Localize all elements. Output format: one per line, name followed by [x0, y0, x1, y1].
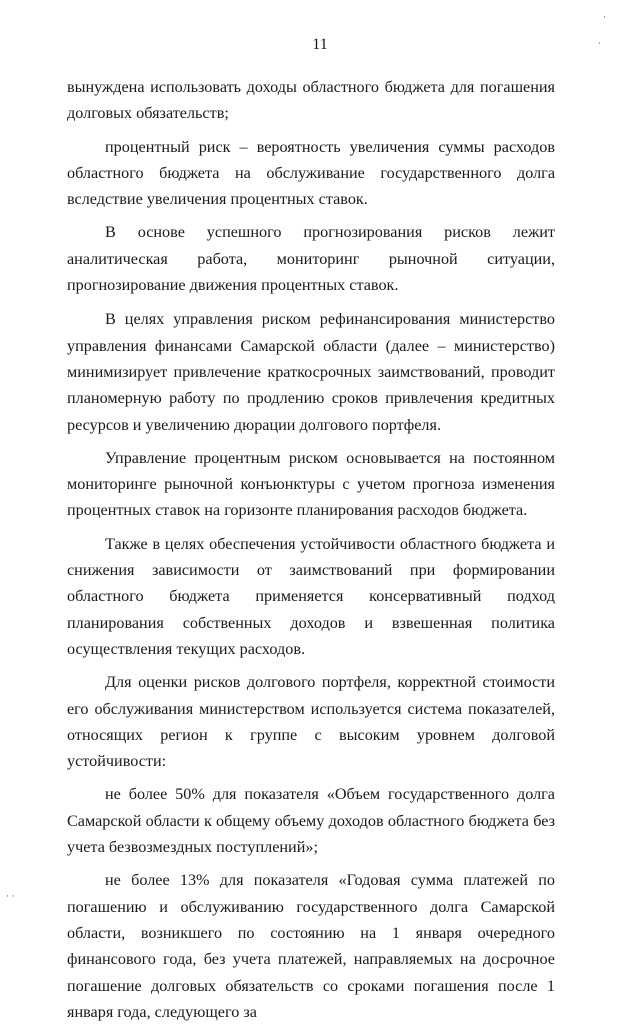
paragraph-7: Для оценки рисков долгового портфеля, корректной стоимости его обслуживания министерством используется система показателей, относящих регион к группе с высоким уровнем долговой устойчивости:: [67, 673, 555, 771]
paragraph-8: не более 50% для показателя «Объем государственного долга Самарской области к общему объему доходов областного бюджета без учета безвозмездных поступлений»;: [67, 785, 555, 857]
page-number: 11: [312, 36, 328, 53]
paragraph-1: вынуждена использовать доходы областного бюджета для погашения долговых обязательств;: [67, 78, 555, 123]
scan-speck-right: ·: [598, 39, 601, 49]
paragraph-4: В целях управления риском рефинансирования министерство управления финансами Самарской области (далее – министерство) минимизирует привлечение краткосрочных заимствований, проводит планомерную работу по продлению сроков привлечения кредитных ресурсов и увеличению дюрации долгового портфеля.: [67, 310, 555, 434]
scan-speck-top-right: ·: [603, 13, 606, 23]
scan-speck-bottom-left: · ·: [6, 892, 15, 902]
paragraph-9: не более 13% для показателя «Годовая сумма платежей по погашению и обслуживанию государственного долга Самарской области, возникшего по состоянию на 1 января очередного финансового года, без учета платежей, направляемых на досрочное погашение долговых обязательств со сроками погашения после 1 января года, следующего за: [67, 871, 555, 1021]
paragraph-2: процентный риск – вероятность увеличения суммы расходов областного бюджета на обслуживание государственного долга вследствие увеличения процентных ставок.: [67, 137, 555, 209]
document-body: [67, 74, 555, 1025]
paragraph-6: Также в целях обеспечения устойчивости областного бюджета и снижения зависимости от заимствований при формировании областного бюджета применяется консервативный подход планирования собственных доходов и взвешенная политика осуществления текущих расходов.: [67, 534, 555, 658]
paragraph-5: Управление процентным риском основывается на постоянном мониторинге рыночной конъюнктуры с учетом прогноза изменения процентных ставок на горизонте планирования расходов бюджета.: [67, 448, 555, 520]
paragraph-3: В основе успешного прогнозирования рисков лежит аналитическая работа, мониторинг рыночной ситуации, прогнозирование движения процентных ставок.: [67, 223, 555, 295]
